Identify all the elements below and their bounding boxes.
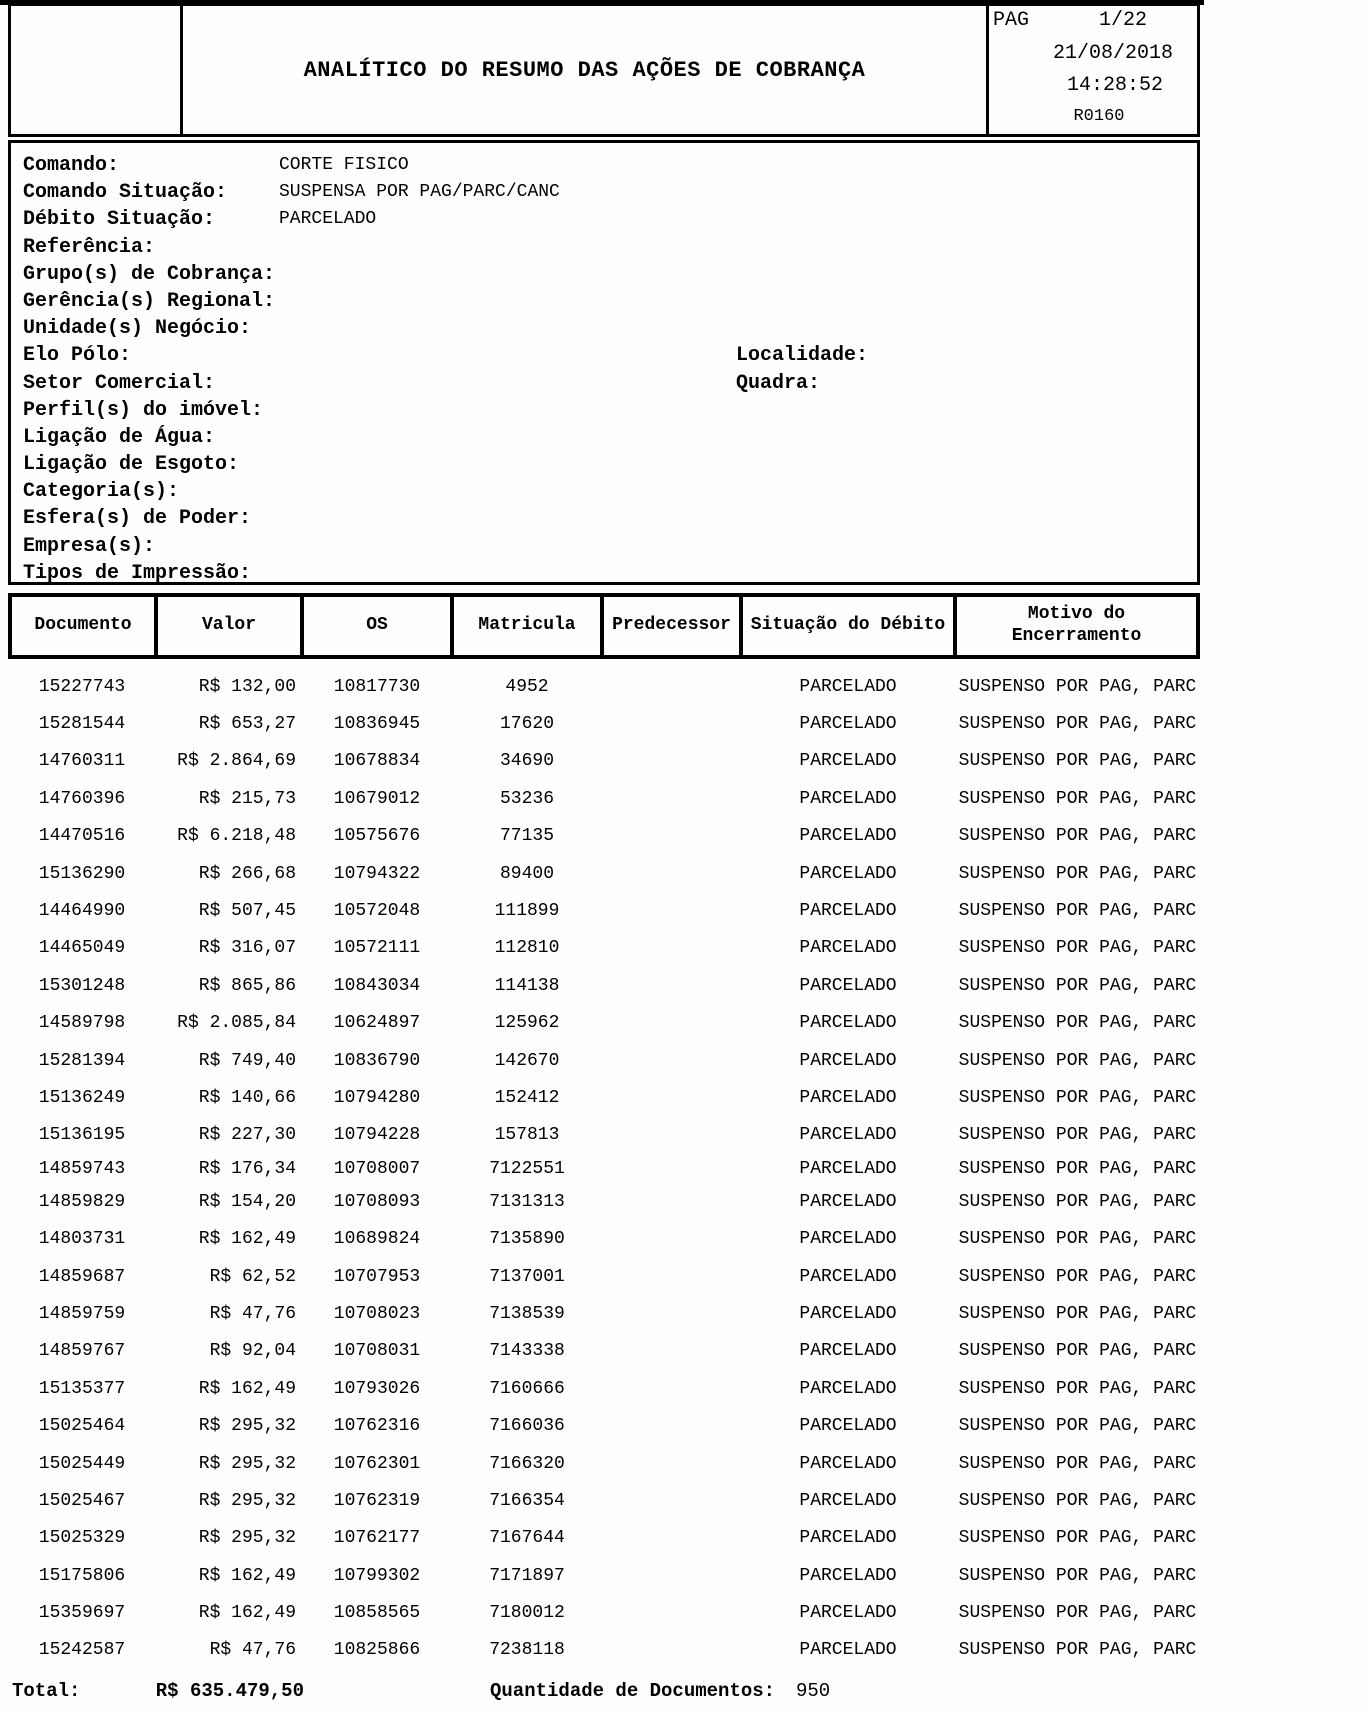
table-cell: R$ 865,86 — [198, 975, 296, 996]
table-cell: R$ 2.864,69 — [177, 751, 296, 772]
table-cell: 10708031 — [333, 1341, 421, 1362]
table-cell: 10624897 — [333, 1013, 421, 1034]
table-cell: SUSPENSO POR PAG, PARC — [958, 1490, 1197, 1511]
table-cell: SUSPENSO POR PAG, PARC — [958, 1125, 1197, 1146]
table-cell: 7180012 — [489, 1603, 565, 1624]
table-row — [8, 1117, 1200, 1154]
table-cell: 15025464 — [38, 1416, 126, 1437]
table-cell: R$ 62,52 — [209, 1266, 296, 1287]
table-cell: 15281394 — [38, 1050, 126, 1071]
filter-label: Referência: — [23, 235, 156, 259]
table-cell: PARCELADO — [799, 1378, 897, 1399]
table-cell: 15025449 — [38, 1453, 126, 1474]
table-row — [8, 1482, 1200, 1519]
table-cell: PARCELADO — [799, 714, 897, 735]
table-cell: SUSPENSO POR PAG, PARC — [958, 826, 1197, 847]
filter-label: Ligação de Água: — [23, 425, 216, 449]
table-row — [8, 743, 1200, 780]
table-cell: 14465049 — [38, 938, 126, 959]
table-cell: SUSPENSO POR PAG, PARC — [958, 1229, 1197, 1250]
column-header-situacao-debito: Situação do Débito — [739, 597, 953, 655]
table-cell: SUSPENSO POR PAG, PARC — [958, 1565, 1197, 1586]
table-cell: PARCELADO — [799, 1640, 897, 1661]
table-cell: PARCELADO — [799, 938, 897, 959]
table-cell: SUSPENSO POR PAG, PARC — [958, 1640, 1197, 1661]
report-date: 21/08/2018 — [1052, 41, 1173, 65]
table-cell: 14859829 — [38, 1191, 126, 1212]
filter-row — [11, 342, 1197, 369]
filter-row — [11, 261, 1197, 288]
title-cell — [183, 6, 989, 134]
table-cell: SUSPENSO POR PAG, PARC — [958, 714, 1197, 735]
table-row — [8, 1183, 1200, 1220]
table-cell: 10707953 — [333, 1266, 421, 1287]
column-header-matricula: Matricula — [450, 597, 600, 655]
table-cell: 7137001 — [489, 1266, 565, 1287]
table-cell: PARCELADO — [799, 1125, 897, 1146]
table-cell: 10689824 — [333, 1229, 421, 1250]
filter-label: Perfil(s) do imóvel: — [23, 398, 264, 422]
column-header-documento: Documento — [34, 615, 132, 636]
table-cell: R$ 6.218,48 — [177, 826, 296, 847]
table-cell: 15227743 — [38, 676, 126, 697]
table-cell: PARCELADO — [799, 975, 897, 996]
table-cell: 10572048 — [333, 901, 421, 922]
filter-row — [11, 315, 1197, 342]
table-cell: 10762319 — [333, 1490, 421, 1511]
filter-label: Comando: — [23, 154, 120, 177]
table-row — [8, 892, 1200, 929]
table-cell: R$ 132,00 — [198, 676, 296, 697]
filter-value: CORTE FISICO — [279, 155, 409, 175]
table-cell: 15242587 — [38, 1640, 126, 1661]
table-cell: R$ 176,34 — [198, 1158, 296, 1179]
table-row — [8, 818, 1200, 855]
table-cell: SUSPENSO POR PAG, PARC — [958, 751, 1197, 772]
table-cell: 10825866 — [333, 1640, 421, 1661]
table-cell: R$ 295,32 — [198, 1528, 296, 1549]
filter-label: Categoria(s): — [23, 480, 180, 504]
table-cell: R$ 749,40 — [198, 1050, 296, 1071]
table-cell: SUSPENSO POR PAG, PARC — [958, 1013, 1197, 1034]
table-cell: SUSPENSO POR PAG, PARC — [958, 901, 1197, 922]
table-cell: 14589798 — [38, 1013, 126, 1034]
column-header-motivo-encerramento: Motivo do Encerramento — [953, 597, 1196, 655]
table-cell: R$ 162,49 — [198, 1378, 296, 1399]
table-cell: SUSPENSO POR PAG, PARC — [958, 1341, 1197, 1362]
table-body — [8, 668, 1200, 1669]
table-cell: PARCELADO — [799, 1050, 897, 1071]
table-row — [8, 1258, 1200, 1295]
table-row — [8, 1042, 1200, 1079]
table-cell: 34690 — [499, 751, 554, 772]
table-cell: 10679012 — [333, 788, 421, 809]
table-cell: 15025329 — [38, 1528, 126, 1549]
table-cell: SUSPENSO POR PAG, PARC — [958, 1603, 1197, 1624]
table-cell: 15281544 — [38, 714, 126, 735]
table-cell: SUSPENSO POR PAG, PARC — [958, 938, 1197, 959]
table-cell: 157813 — [494, 1125, 560, 1146]
table-row — [8, 1594, 1200, 1631]
filter-label: Unidade(s) Negócio: — [23, 317, 252, 341]
table-cell: 7238118 — [489, 1640, 565, 1661]
table-cell: SUSPENSO POR PAG, PARC — [958, 975, 1197, 996]
table-cell: 4952 — [505, 676, 549, 697]
table-cell: 15301248 — [38, 975, 126, 996]
table-cell: 10708093 — [333, 1191, 421, 1212]
filter-value: SUSPENSA POR PAG/PARC/CANC — [279, 182, 560, 203]
table-row — [8, 1295, 1200, 1332]
table-cell: 14464990 — [38, 901, 126, 922]
table-cell: 111899 — [494, 901, 560, 922]
page-indicator — [993, 9, 1191, 32]
table-cell: SUSPENSO POR PAG, PARC — [958, 1528, 1197, 1549]
table-row — [8, 855, 1200, 892]
table-cell: 15175806 — [38, 1565, 126, 1586]
table-cell: 10836790 — [333, 1050, 421, 1071]
logo-area — [11, 6, 183, 134]
table-cell: 7166354 — [489, 1490, 565, 1511]
table-cell: 15135377 — [38, 1378, 126, 1399]
filter-label: Ligação de Esgoto: — [23, 453, 240, 477]
filter-row — [11, 560, 1197, 587]
filter-row — [11, 505, 1197, 532]
filter-label: Elo Pólo: — [23, 344, 132, 368]
table-cell: 10843034 — [333, 975, 421, 996]
column-header-os: OS — [300, 597, 450, 655]
table-cell: 7135890 — [489, 1229, 565, 1250]
table-cell: 53236 — [499, 788, 554, 809]
table-cell: 10793026 — [333, 1378, 421, 1399]
table-row — [8, 1220, 1200, 1257]
table-cell: R$ 154,20 — [198, 1191, 296, 1212]
filter-row — [11, 288, 1197, 315]
table-cell: 10794228 — [333, 1125, 421, 1146]
table-cell: SUSPENSO POR PAG, PARC — [958, 788, 1197, 809]
table-cell: 10678834 — [333, 751, 421, 772]
table-row — [8, 668, 1200, 705]
table-cell: PARCELADO — [799, 1158, 897, 1179]
table-cell: PARCELADO — [799, 1087, 897, 1108]
table-cell: R$ 92,04 — [209, 1341, 296, 1362]
table-cell: R$ 295,32 — [198, 1416, 296, 1437]
table-cell: R$ 266,68 — [198, 863, 296, 884]
filter-value: PARCELADO — [279, 209, 377, 230]
table-cell: SUSPENSO POR PAG, PARC — [958, 676, 1197, 697]
table-cell: 10708007 — [333, 1158, 421, 1179]
table-cell: 77135 — [499, 826, 554, 847]
table-cell: 10794280 — [333, 1087, 421, 1108]
table-cell: SUSPENSO POR PAG, PARC — [958, 1378, 1197, 1399]
table-cell: R$ 227,30 — [198, 1125, 296, 1146]
filter-row — [11, 234, 1197, 261]
page-label: PAG — [993, 9, 1030, 32]
table-row — [8, 780, 1200, 817]
table-cell: 14859687 — [38, 1266, 126, 1287]
filter-row — [11, 451, 1197, 478]
table-cell: SUSPENSO POR PAG, PARC — [958, 1087, 1197, 1108]
table-cell: 14859759 — [38, 1303, 126, 1324]
filter-parameters-box — [8, 140, 1200, 585]
report-header — [8, 3, 1200, 137]
table-cell: 14803731 — [38, 1229, 126, 1250]
table-cell: 7166036 — [489, 1416, 565, 1437]
filter-label: Esfera(s) de Poder: — [23, 507, 252, 531]
table-cell: 142670 — [494, 1050, 560, 1071]
table-cell: SUSPENSO POR PAG, PARC — [958, 1266, 1197, 1287]
table-cell: 10836945 — [333, 714, 421, 735]
table-cell: 10762316 — [333, 1416, 421, 1437]
filter-label: Gerência(s) Regional: — [23, 289, 276, 313]
table-cell: R$ 162,49 — [198, 1603, 296, 1624]
table-cell: 10794322 — [333, 863, 421, 884]
table-cell: PARCELADO — [799, 1528, 897, 1549]
table-cell: R$ 2.085,84 — [177, 1013, 296, 1034]
table-cell: PARCELADO — [799, 1229, 897, 1250]
filter-row — [11, 152, 1197, 179]
filter-label: Empresa(s): — [23, 534, 156, 558]
table-cell: 10817730 — [333, 676, 421, 697]
table-cell: 114138 — [494, 975, 560, 996]
filter-row — [11, 478, 1197, 505]
table-cell: 14760311 — [38, 751, 126, 772]
report-time: 14:28:52 — [1066, 74, 1163, 98]
table-cell: SUSPENSO POR PAG, PARC — [958, 863, 1197, 884]
table-row — [8, 1632, 1200, 1669]
table-row — [8, 1370, 1200, 1407]
table-cell: R$ 140,66 — [198, 1087, 296, 1108]
table-cell: 15136195 — [38, 1125, 126, 1146]
table-cell: 89400 — [499, 863, 554, 884]
table-row — [8, 1333, 1200, 1370]
table-cell: 7131313 — [489, 1191, 565, 1212]
table-cell: PARCELADO — [799, 901, 897, 922]
table-cell: R$ 162,49 — [198, 1229, 296, 1250]
table-cell: SUSPENSO POR PAG, PARC — [958, 1453, 1197, 1474]
table-cell: 14859743 — [38, 1158, 126, 1179]
table-cell: PARCELADO — [799, 1416, 897, 1437]
table-cell: PARCELADO — [799, 1490, 897, 1511]
filter-label: Grupo(s) de Cobrança: — [23, 262, 276, 286]
filter-label: Tipos de Impressão: — [23, 561, 252, 585]
table-cell: 17620 — [499, 714, 554, 735]
table-row — [8, 1557, 1200, 1594]
report-code: R0160 — [1073, 106, 1125, 126]
table-cell: 15136290 — [38, 863, 126, 884]
filter-row — [11, 370, 1197, 397]
table-cell: R$ 295,32 — [198, 1490, 296, 1511]
table-cell: 152412 — [494, 1087, 560, 1108]
table-cell: 10762301 — [333, 1453, 421, 1474]
table-cell: 7138539 — [489, 1303, 565, 1324]
table-cell: 10575676 — [333, 826, 421, 847]
table-cell: PARCELADO — [799, 788, 897, 809]
page-meta-cell — [989, 6, 1197, 134]
table-cell: R$ 507,45 — [198, 901, 296, 922]
table-cell: PARCELADO — [799, 1266, 897, 1287]
table-cell: PARCELADO — [799, 1303, 897, 1324]
table-row — [8, 1407, 1200, 1444]
filter-label: Setor Comercial: — [23, 371, 216, 395]
filter-label: Débito Situação: — [23, 208, 216, 232]
table-cell: 14859767 — [38, 1341, 126, 1362]
table-cell: 14760396 — [38, 788, 126, 809]
table-cell: 10799302 — [333, 1565, 421, 1586]
table-cell: SUSPENSO POR PAG, PARC — [958, 1050, 1197, 1071]
table-cell: PARCELADO — [799, 863, 897, 884]
table-cell: 112810 — [494, 938, 560, 959]
filter-label-right: Quadra: — [736, 371, 821, 395]
table-cell: 15359697 — [38, 1603, 126, 1624]
total-label: Total: — [12, 1680, 81, 1702]
table-cell: R$ 316,07 — [198, 938, 296, 959]
table-row — [8, 967, 1200, 1004]
table-cell: R$ 47,76 — [209, 1640, 296, 1661]
table-cell: 15136249 — [38, 1087, 126, 1108]
table-cell: PARCELADO — [799, 826, 897, 847]
filter-row — [11, 424, 1197, 451]
column-header-predecessor: Predecessor — [600, 597, 739, 655]
table-cell: PARCELADO — [799, 1341, 897, 1362]
table-cell: 10572111 — [333, 938, 421, 959]
filter-label-right: Localidade: — [736, 344, 869, 368]
total-value: R$ 635.479,50 — [155, 1680, 304, 1702]
table-cell: PARCELADO — [799, 1191, 897, 1212]
table-cell: 7160666 — [489, 1378, 565, 1399]
table-cell: PARCELADO — [799, 751, 897, 772]
filter-label: Comando Situação: — [23, 181, 228, 205]
table-cell: SUSPENSO POR PAG, PARC — [958, 1416, 1197, 1437]
table-cell: 125962 — [494, 1013, 560, 1034]
table-row — [8, 930, 1200, 967]
table-cell: 10858565 — [333, 1603, 421, 1624]
filter-row — [11, 206, 1197, 233]
table-cell: R$ 47,76 — [209, 1303, 296, 1324]
page-number: 1/22 — [1098, 9, 1147, 32]
filter-row — [11, 179, 1197, 206]
table-cell: R$ 215,73 — [198, 788, 296, 809]
table-cell: PARCELADO — [799, 1453, 897, 1474]
table-cell: 10762177 — [333, 1528, 421, 1549]
table-row — [8, 1154, 1200, 1183]
table-cell: 15025467 — [38, 1490, 126, 1511]
totals-row — [8, 1680, 1200, 1710]
page-title: ANALÍTICO DO RESUMO DAS AÇÕES DE COBRANÇA — [303, 57, 866, 83]
column-header-valor: Valor — [154, 597, 300, 655]
table-cell: PARCELADO — [799, 1603, 897, 1624]
table-row — [8, 1005, 1200, 1042]
table-cell: 7171897 — [489, 1565, 565, 1586]
table-header-row — [8, 593, 1200, 659]
document-count-value: 950 — [796, 1680, 831, 1702]
table-cell: 10708023 — [333, 1303, 421, 1324]
table-cell: 7167644 — [489, 1528, 565, 1549]
table-cell: SUSPENSO POR PAG, PARC — [958, 1303, 1197, 1324]
filter-row — [11, 533, 1197, 560]
table-row — [8, 1445, 1200, 1482]
table-cell: PARCELADO — [799, 1565, 897, 1586]
table-row — [8, 1520, 1200, 1557]
table-cell: R$ 653,27 — [198, 714, 296, 735]
table-row — [8, 705, 1200, 742]
table-cell: 7166320 — [489, 1453, 565, 1474]
table-cell: R$ 162,49 — [198, 1565, 296, 1586]
table-cell: PARCELADO — [799, 676, 897, 697]
table-cell: R$ 295,32 — [198, 1453, 296, 1474]
table-cell: SUSPENSO POR PAG, PARC — [958, 1191, 1197, 1212]
document-count-label: Quantidade de Documentos: — [490, 1680, 776, 1702]
table-cell: SUSPENSO POR PAG, PARC — [958, 1158, 1197, 1179]
table-row — [8, 1079, 1200, 1116]
filter-row — [11, 397, 1197, 424]
table-cell: 7143338 — [489, 1341, 565, 1362]
table-cell: 14470516 — [38, 826, 126, 847]
table-cell: PARCELADO — [799, 1013, 897, 1034]
table-cell: 7122551 — [489, 1158, 565, 1179]
